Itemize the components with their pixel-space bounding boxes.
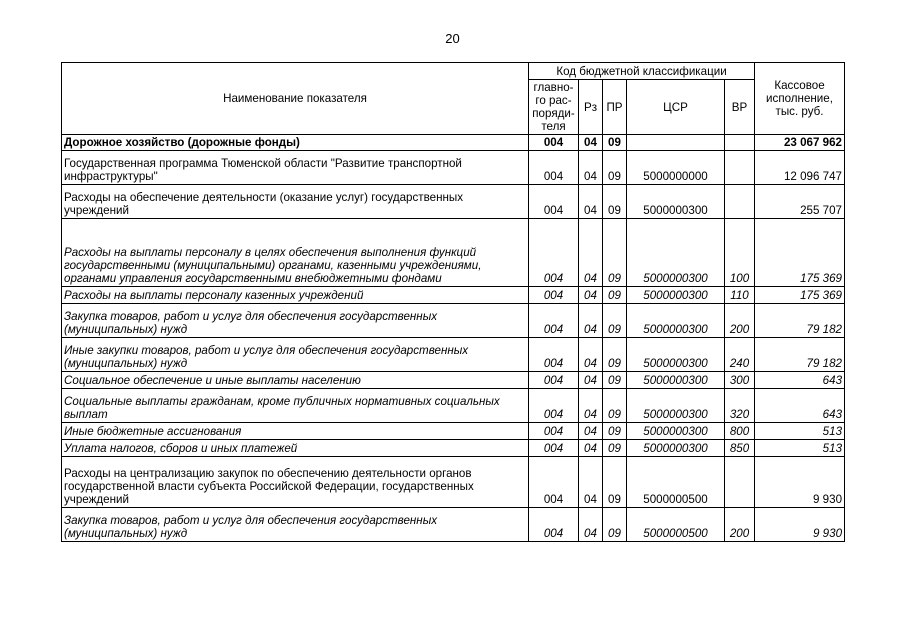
row-vr: 240 bbox=[725, 338, 755, 372]
row-pr: 09 bbox=[603, 372, 627, 389]
row-name: Уплата налогов, сборов и иных платежей bbox=[62, 440, 529, 457]
row-csr: 5000000300 bbox=[627, 287, 725, 304]
table-row bbox=[62, 389, 845, 423]
row-amount: 175 369 bbox=[755, 287, 845, 304]
row-csr: 5000000300 bbox=[627, 304, 725, 338]
row-name: Расходы на централизацию закупок по обеспечению деятельности органов государственной власти субъекта Российской Федерации, государственных учреждений bbox=[62, 457, 529, 508]
row-amount: 255 707 bbox=[755, 185, 845, 219]
row-grbs: 004 bbox=[529, 389, 579, 423]
row-vr: 800 bbox=[725, 423, 755, 440]
row-name: Расходы на обеспечение деятельности (оказание услуг) государственных учреждений bbox=[62, 185, 529, 219]
row-vr: 110 bbox=[725, 287, 755, 304]
row-vr bbox=[725, 151, 755, 185]
row-grbs: 004 bbox=[529, 440, 579, 457]
row-csr: 5000000300 bbox=[627, 423, 725, 440]
row-grbs: 004 bbox=[529, 287, 579, 304]
row-csr: 5000000300 bbox=[627, 185, 725, 219]
header-csr: ЦСР bbox=[627, 80, 725, 135]
row-name: Закупка товаров, работ и услуг для обеспечения государственных (муниципальных) нужд bbox=[62, 304, 529, 338]
row-pr: 09 bbox=[603, 151, 627, 185]
row-grbs: 004 bbox=[529, 508, 579, 542]
row-rz: 04 bbox=[579, 219, 603, 287]
row-csr: 5000000300 bbox=[627, 440, 725, 457]
table-row bbox=[62, 185, 845, 219]
row-vr: 300 bbox=[725, 372, 755, 389]
row-rz: 04 bbox=[579, 338, 603, 372]
row-csr: 5000000300 bbox=[627, 338, 725, 372]
header-grbs: главно- го рас- поряди- теля bbox=[529, 80, 579, 135]
row-vr bbox=[725, 185, 755, 219]
row-csr: 5000000300 bbox=[627, 389, 725, 423]
table-row bbox=[62, 287, 845, 304]
row-pr: 09 bbox=[603, 457, 627, 508]
row-name: Социальные выплаты гражданам, кроме публичных нормативных социальных выплат bbox=[62, 389, 529, 423]
row-pr: 09 bbox=[603, 185, 627, 219]
table-row bbox=[62, 135, 845, 151]
row-rz: 04 bbox=[579, 304, 603, 338]
row-amount: 79 182 bbox=[755, 338, 845, 372]
header-rz: Рз bbox=[579, 80, 603, 135]
table-row bbox=[62, 508, 845, 542]
row-pr: 09 bbox=[603, 338, 627, 372]
row-name: Расходы на выплаты персоналу казенных учреждений bbox=[62, 287, 529, 304]
row-vr bbox=[725, 457, 755, 508]
row-name: Иные закупки товаров, работ и услуг для обеспечения государственных (муниципальных) нужд bbox=[62, 338, 529, 372]
row-pr: 09 bbox=[603, 135, 627, 151]
row-pr: 09 bbox=[603, 219, 627, 287]
row-csr: 5000000300 bbox=[627, 372, 725, 389]
row-grbs: 004 bbox=[529, 304, 579, 338]
row-pr: 09 bbox=[603, 423, 627, 440]
row-name: Закупка товаров, работ и услуг для обеспечения государственных (муниципальных) нужд bbox=[62, 508, 529, 542]
table-row bbox=[62, 423, 845, 440]
row-grbs: 004 bbox=[529, 185, 579, 219]
row-csr: 5000000300 bbox=[627, 219, 725, 287]
row-pr: 09 bbox=[603, 304, 627, 338]
row-vr: 100 bbox=[725, 219, 755, 287]
row-rz: 04 bbox=[579, 372, 603, 389]
row-rz: 04 bbox=[579, 287, 603, 304]
row-amount: 23 067 962 bbox=[755, 135, 845, 151]
table-row bbox=[62, 219, 845, 287]
row-grbs: 004 bbox=[529, 338, 579, 372]
row-pr: 09 bbox=[603, 287, 627, 304]
row-amount: 643 bbox=[755, 372, 845, 389]
row-csr bbox=[627, 135, 725, 151]
row-name: Расходы на выплаты персоналу в целях обеспечения выполнения функций государственными (муниципальными) органами, казенными учреждениями, органами управления государственными внебюджетными фондами bbox=[62, 219, 529, 287]
row-pr: 09 bbox=[603, 508, 627, 542]
row-grbs: 004 bbox=[529, 219, 579, 287]
row-amount: 12 096 747 bbox=[755, 151, 845, 185]
row-amount: 175 369 bbox=[755, 219, 845, 287]
table-row bbox=[62, 372, 845, 389]
row-grbs: 004 bbox=[529, 151, 579, 185]
table-row bbox=[62, 457, 845, 508]
header-amount: Кассовое исполнение, тыс. руб. bbox=[755, 63, 845, 135]
row-amount: 513 bbox=[755, 440, 845, 457]
row-csr: 5000000500 bbox=[627, 457, 725, 508]
row-vr: 200 bbox=[725, 508, 755, 542]
row-csr: 5000000000 bbox=[627, 151, 725, 185]
row-rz: 04 bbox=[579, 135, 603, 151]
table-row bbox=[62, 304, 845, 338]
table-row bbox=[62, 151, 845, 185]
row-pr: 09 bbox=[603, 440, 627, 457]
row-amount: 9 930 bbox=[755, 508, 845, 542]
table-row bbox=[62, 338, 845, 372]
row-name: Государственная программа Тюменской области "Развитие транспортной инфраструктуры" bbox=[62, 151, 529, 185]
row-amount: 9 930 bbox=[755, 457, 845, 508]
row-name: Социальное обеспечение и иные выплаты населению bbox=[62, 372, 529, 389]
row-pr: 09 bbox=[603, 389, 627, 423]
table-body bbox=[62, 135, 845, 542]
budget-table bbox=[61, 62, 845, 542]
row-rz: 04 bbox=[579, 151, 603, 185]
row-vr: 200 bbox=[725, 304, 755, 338]
row-amount: 79 182 bbox=[755, 304, 845, 338]
row-vr bbox=[725, 135, 755, 151]
row-grbs: 004 bbox=[529, 372, 579, 389]
row-csr: 5000000500 bbox=[627, 508, 725, 542]
row-amount: 643 bbox=[755, 389, 845, 423]
row-vr: 850 bbox=[725, 440, 755, 457]
header-code-group: Код бюджетной классификации bbox=[529, 63, 755, 80]
row-name: Иные бюджетные ассигнования bbox=[62, 423, 529, 440]
table-row bbox=[62, 440, 845, 457]
row-amount: 513 bbox=[755, 423, 845, 440]
row-grbs: 004 bbox=[529, 457, 579, 508]
row-grbs: 004 bbox=[529, 423, 579, 440]
row-vr: 320 bbox=[725, 389, 755, 423]
row-rz: 04 bbox=[579, 423, 603, 440]
row-rz: 04 bbox=[579, 185, 603, 219]
header-name: Наименование показателя bbox=[62, 63, 529, 135]
row-name: Дорожное хозяйство (дорожные фонды) bbox=[62, 135, 529, 151]
header-vr: ВР bbox=[725, 80, 755, 135]
header-pr: ПР bbox=[603, 80, 627, 135]
row-rz: 04 bbox=[579, 389, 603, 423]
row-rz: 04 bbox=[579, 508, 603, 542]
row-rz: 04 bbox=[579, 457, 603, 508]
row-grbs: 004 bbox=[529, 135, 579, 151]
row-rz: 04 bbox=[579, 440, 603, 457]
page-number: 20 bbox=[445, 31, 460, 46]
